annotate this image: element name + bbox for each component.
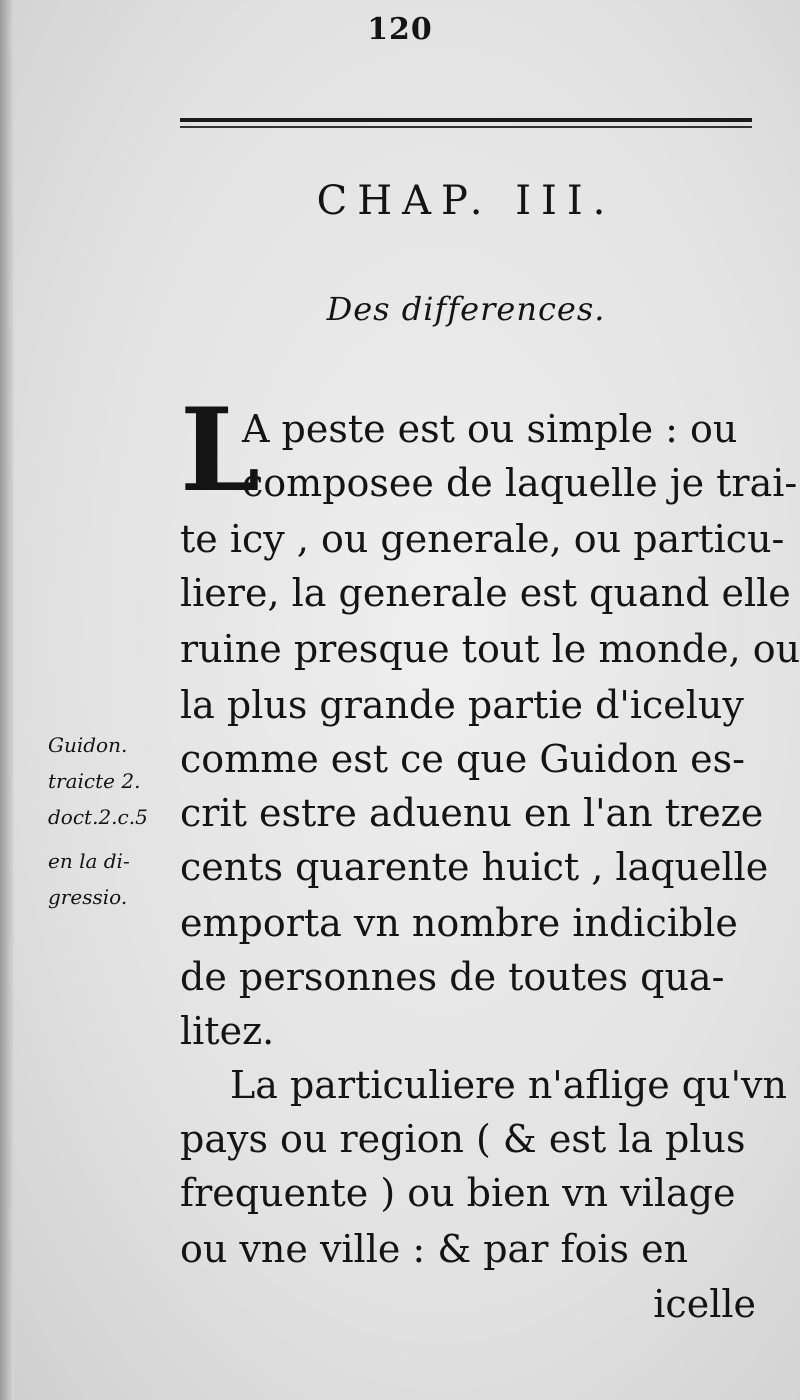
margin-note-line: traicte 2. (48, 769, 141, 793)
margin-note-line: en la di- (48, 849, 130, 873)
text-line: litez. (180, 1009, 275, 1053)
page-gutter (0, 0, 14, 1400)
header-rule-thin (180, 126, 752, 128)
text-line: A peste est ou simple : ou (242, 407, 738, 451)
text-line: de personnes de toutes qua- (180, 955, 725, 999)
text-line: te icy , ou generale, ou particu- (180, 517, 785, 561)
chapter-heading: CHAP. III. (316, 178, 616, 224)
margin-note-line: gressio. (48, 885, 128, 909)
text-line: ruine presque tout le monde, ou (180, 627, 800, 671)
text-line: frequente ) ou bien vn vilage (180, 1171, 736, 1215)
margin-note-line: Guidon. (48, 733, 128, 757)
text-line: crit estre aduenu en l'an treze (180, 791, 764, 835)
margin-note-line: doct.2.c.5 (48, 805, 148, 829)
text-line: la plus grande partie d'iceluy (180, 683, 744, 727)
header-rule (180, 118, 752, 122)
text-line: pays ou region ( & est la plus (180, 1117, 746, 1161)
section-title: Des differences. (326, 290, 606, 328)
text-line: composee de laquelle je trai- (242, 461, 798, 505)
text-line: ou vne ville : & par fois en (180, 1227, 689, 1271)
catchword: icelle (653, 1282, 756, 1326)
text-line: La particuliere n'aflige qu'vn (230, 1063, 787, 1107)
text-line: liere, la generale est quand elle (180, 571, 791, 615)
text-line: emporta vn nombre indicible (180, 901, 738, 945)
text-line: cents quarente huict , laquelle (180, 845, 769, 889)
drop-cap: L (180, 383, 261, 517)
text-line: comme est ce que Guidon es- (180, 737, 745, 781)
page-number: 120 (367, 12, 433, 47)
